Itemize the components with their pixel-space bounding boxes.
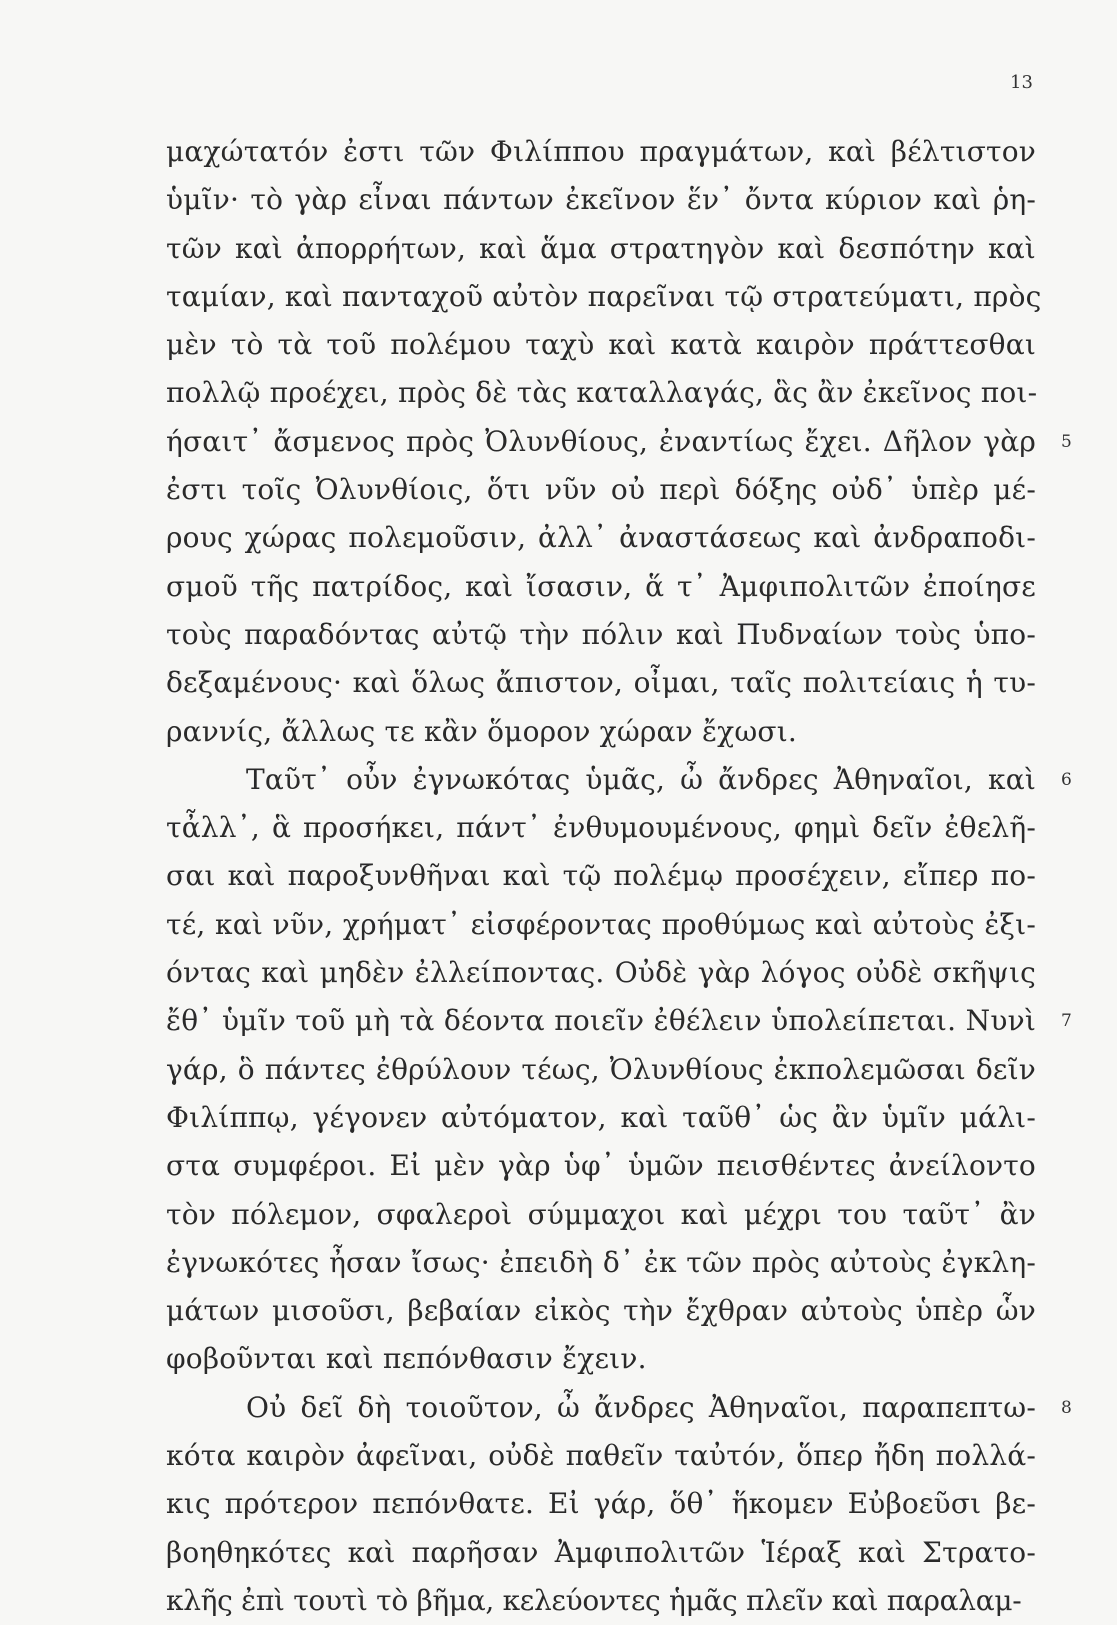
- section-number: 5: [1061, 431, 1073, 452]
- line-text: κλῆς ἐπὶ τουτὶ τὸ βῆμα, κελεύοντες ἡμᾶς πλεῖν καὶ παραλαμ-: [166, 1583, 1022, 1617]
- text-line: [166, 514, 1046, 562]
- line-text: ήσαιτ᾽ ἄσμενος πρὸς Ὀλυνθίους, ἐναντίως ἔχει. Δῆλον γὰρ: [166, 424, 1036, 458]
- line-text: κις πρότερον πεπόνθατε. Εἰ γάρ, ὅθ᾽ ἥκομεν Εὐβοεῦσι βε-: [166, 1487, 1036, 1521]
- text-line: [166, 1432, 1046, 1480]
- section-number: 7: [1061, 1011, 1073, 1032]
- text-line: [166, 321, 1046, 369]
- line-text: ἐστι τοῖς Ὀλυνθίοις, ὅτι νῦν οὐ περὶ δόξης οὐδ᾽ ὑπὲρ μέ-: [166, 473, 1036, 507]
- text-line: [166, 369, 1046, 417]
- text-line: [166, 949, 1046, 997]
- line-text: ὑμῖν· τὸ γὰρ εἶναι πάντων ἐκεῖνον ἕν᾽ ὄντα κύριον καὶ ῥη-: [166, 183, 1036, 217]
- line-text: όντας καὶ μηδὲν ἐλλείποντας. Οὐδὲ γὰρ λόγος οὐδὲ σκῆψις: [166, 956, 1036, 990]
- page-number: 13: [1010, 72, 1033, 93]
- line-text: Οὐ δεῖ δὴ τοιοῦτον, ὦ ἄνδρες Ἀθηναῖοι, παραπεπτω-: [246, 1390, 1036, 1424]
- line-text: ἐγνωκότες ἦσαν ἴσως· ἐπειδὴ δ᾽ ἐκ τῶν πρὸς αὐτοὺς ἐγκλη-: [166, 1245, 1036, 1279]
- line-text: ρους χώρας πολεμοῦσιν, ἀλλ᾽ ἀναστάσεως καὶ ἀνδραποδι-: [166, 521, 1036, 555]
- line-text: σμοῦ τῆς πατρίδος, καὶ ἴσασιν, ἅ τ᾽ Ἀμφιπολιτῶν ἐποίησε: [166, 569, 1036, 603]
- text-line: [166, 176, 1046, 224]
- text-line: [166, 1094, 1046, 1142]
- text-line: [166, 708, 1046, 756]
- line-text: φοβοῦνται καὶ πεπόνθασιν ἔχειν.: [166, 1342, 647, 1376]
- line-text: τοὺς παραδόντας αὐτῷ τὴν πόλιν καὶ Πυδναίων τοὺς ὑπο-: [166, 617, 1036, 651]
- line-text: δεξαμένους· καὶ ὅλως ἄπιστον, οἶμαι, ταῖς πολιτείαις ἡ τυ-: [166, 666, 1036, 700]
- line-text: Ταῦτ᾽ οὖν ἐγνωκότας ὑμᾶς, ὦ ἄνδρες Ἀθηναῖοι, καὶ: [246, 762, 1036, 796]
- line-text: ταμίαν, καὶ πανταχοῦ αὐτὸν παρεῖναι τῷ στρατεύματι, πρὸς: [166, 279, 1042, 313]
- line-text: μαχώτατόν ἐστι τῶν Φιλίππου πραγμάτων, καὶ βέλτιστον: [166, 135, 1036, 168]
- line-text: Φιλίππῳ, γέγονεν αὐτόματον, καὶ ταῦθ᾽ ὡς ἂν ὑμῖν μάλι-: [166, 1100, 1036, 1134]
- text-line: [166, 466, 1046, 514]
- line-text: σαι καὶ παροξυνθῆναι καὶ τῷ πολέμῳ προσέχειν, εἴπερ πο-: [166, 859, 1036, 893]
- text-line: [166, 1480, 1046, 1528]
- text-line: [166, 1384, 1073, 1432]
- text-line: [166, 1239, 1046, 1287]
- line-text: τὸν πόλεμον, σφαλεροὶ σύμμαχοι καὶ μέχρι του ταῦτ᾽ ἂν: [166, 1197, 1036, 1231]
- text-line: [166, 1142, 1046, 1190]
- text-line: [166, 225, 1046, 273]
- line-text: ραννίς, ἄλλως τε κἂν ὅμορον χώραν ἔχωσι.: [166, 714, 797, 748]
- text-line: [166, 901, 1046, 949]
- section-number: 6: [1061, 769, 1073, 790]
- text-line: [166, 756, 1073, 804]
- line-text: τῶν καὶ ἀπορρήτων, καὶ ἅμα στρατηγὸν καὶ δεσπότην καὶ: [166, 231, 1036, 265]
- line-text: κότα καιρὸν ἀφεῖναι, οὐδὲ παθεῖν ταὐτόν, ὅπερ ἤδη πολλά-: [166, 1439, 1036, 1473]
- line-text: βοηθηκότες καὶ παρῆσαν Ἀμφιπολιτῶν Ἱέραξ καὶ Στρατο-: [166, 1535, 1036, 1569]
- text-line: [166, 804, 1046, 852]
- line-text: πολλῷ προέχει, πρὸς δὲ τὰς καταλλαγάς, ἃς ἂν ἐκεῖνος ποι-: [166, 376, 1038, 410]
- line-text: τέ, καὶ νῦν, χρήματ᾽ εἰσφέροντας προθύμως καὶ αὐτοὺς ἐξι-: [166, 907, 1036, 941]
- line-text: γάρ, ὃ πάντες ἐθρύλουν τέως, Ὀλυνθίους ἐκπολεμῶσαι δεῖν: [166, 1052, 1036, 1086]
- text-line: [166, 1335, 1046, 1383]
- text-line: [166, 1191, 1046, 1239]
- text-line: [166, 1046, 1046, 1094]
- line-text: στα συμφέροι. Εἰ μὲν γὰρ ὑφ᾽ ὑμῶν πεισθέντες ἀνείλοντο: [166, 1149, 1036, 1183]
- text-line: [166, 563, 1046, 611]
- text-line: [166, 1577, 1046, 1625]
- text-line: [166, 659, 1046, 707]
- text-line: [166, 611, 1046, 659]
- text-body: [166, 128, 1073, 1625]
- line-text: τἆλλ᾽, ἃ προσήκει, πάντ᾽ ἐνθυμουμένους, φημὶ δεῖν ἐθελῆ-: [166, 811, 1036, 845]
- line-text: μάτων μισοῦσι, βεβαίαν εἰκὸς τὴν ἔχθραν αὐτοὺς ὑπὲρ ὧν: [166, 1294, 1036, 1328]
- text-line: [166, 273, 1046, 321]
- text-line: [166, 418, 1073, 466]
- section-number: 8: [1061, 1397, 1073, 1418]
- text-line: [166, 128, 1046, 176]
- line-text: μὲν τὸ τὰ τοῦ πολέμου ταχὺ καὶ κατὰ καιρὸν πράττεσθαι: [166, 328, 1036, 362]
- text-line: [166, 1529, 1046, 1577]
- text-line: [166, 1287, 1046, 1335]
- text-line: [166, 997, 1073, 1045]
- line-text: ἔθ᾽ ὑμῖν τοῦ μὴ τὰ δέοντα ποιεῖν ἐθέλειν ὑπολείπεται. Νυνὶ: [166, 1004, 1036, 1038]
- text-line: [166, 852, 1046, 900]
